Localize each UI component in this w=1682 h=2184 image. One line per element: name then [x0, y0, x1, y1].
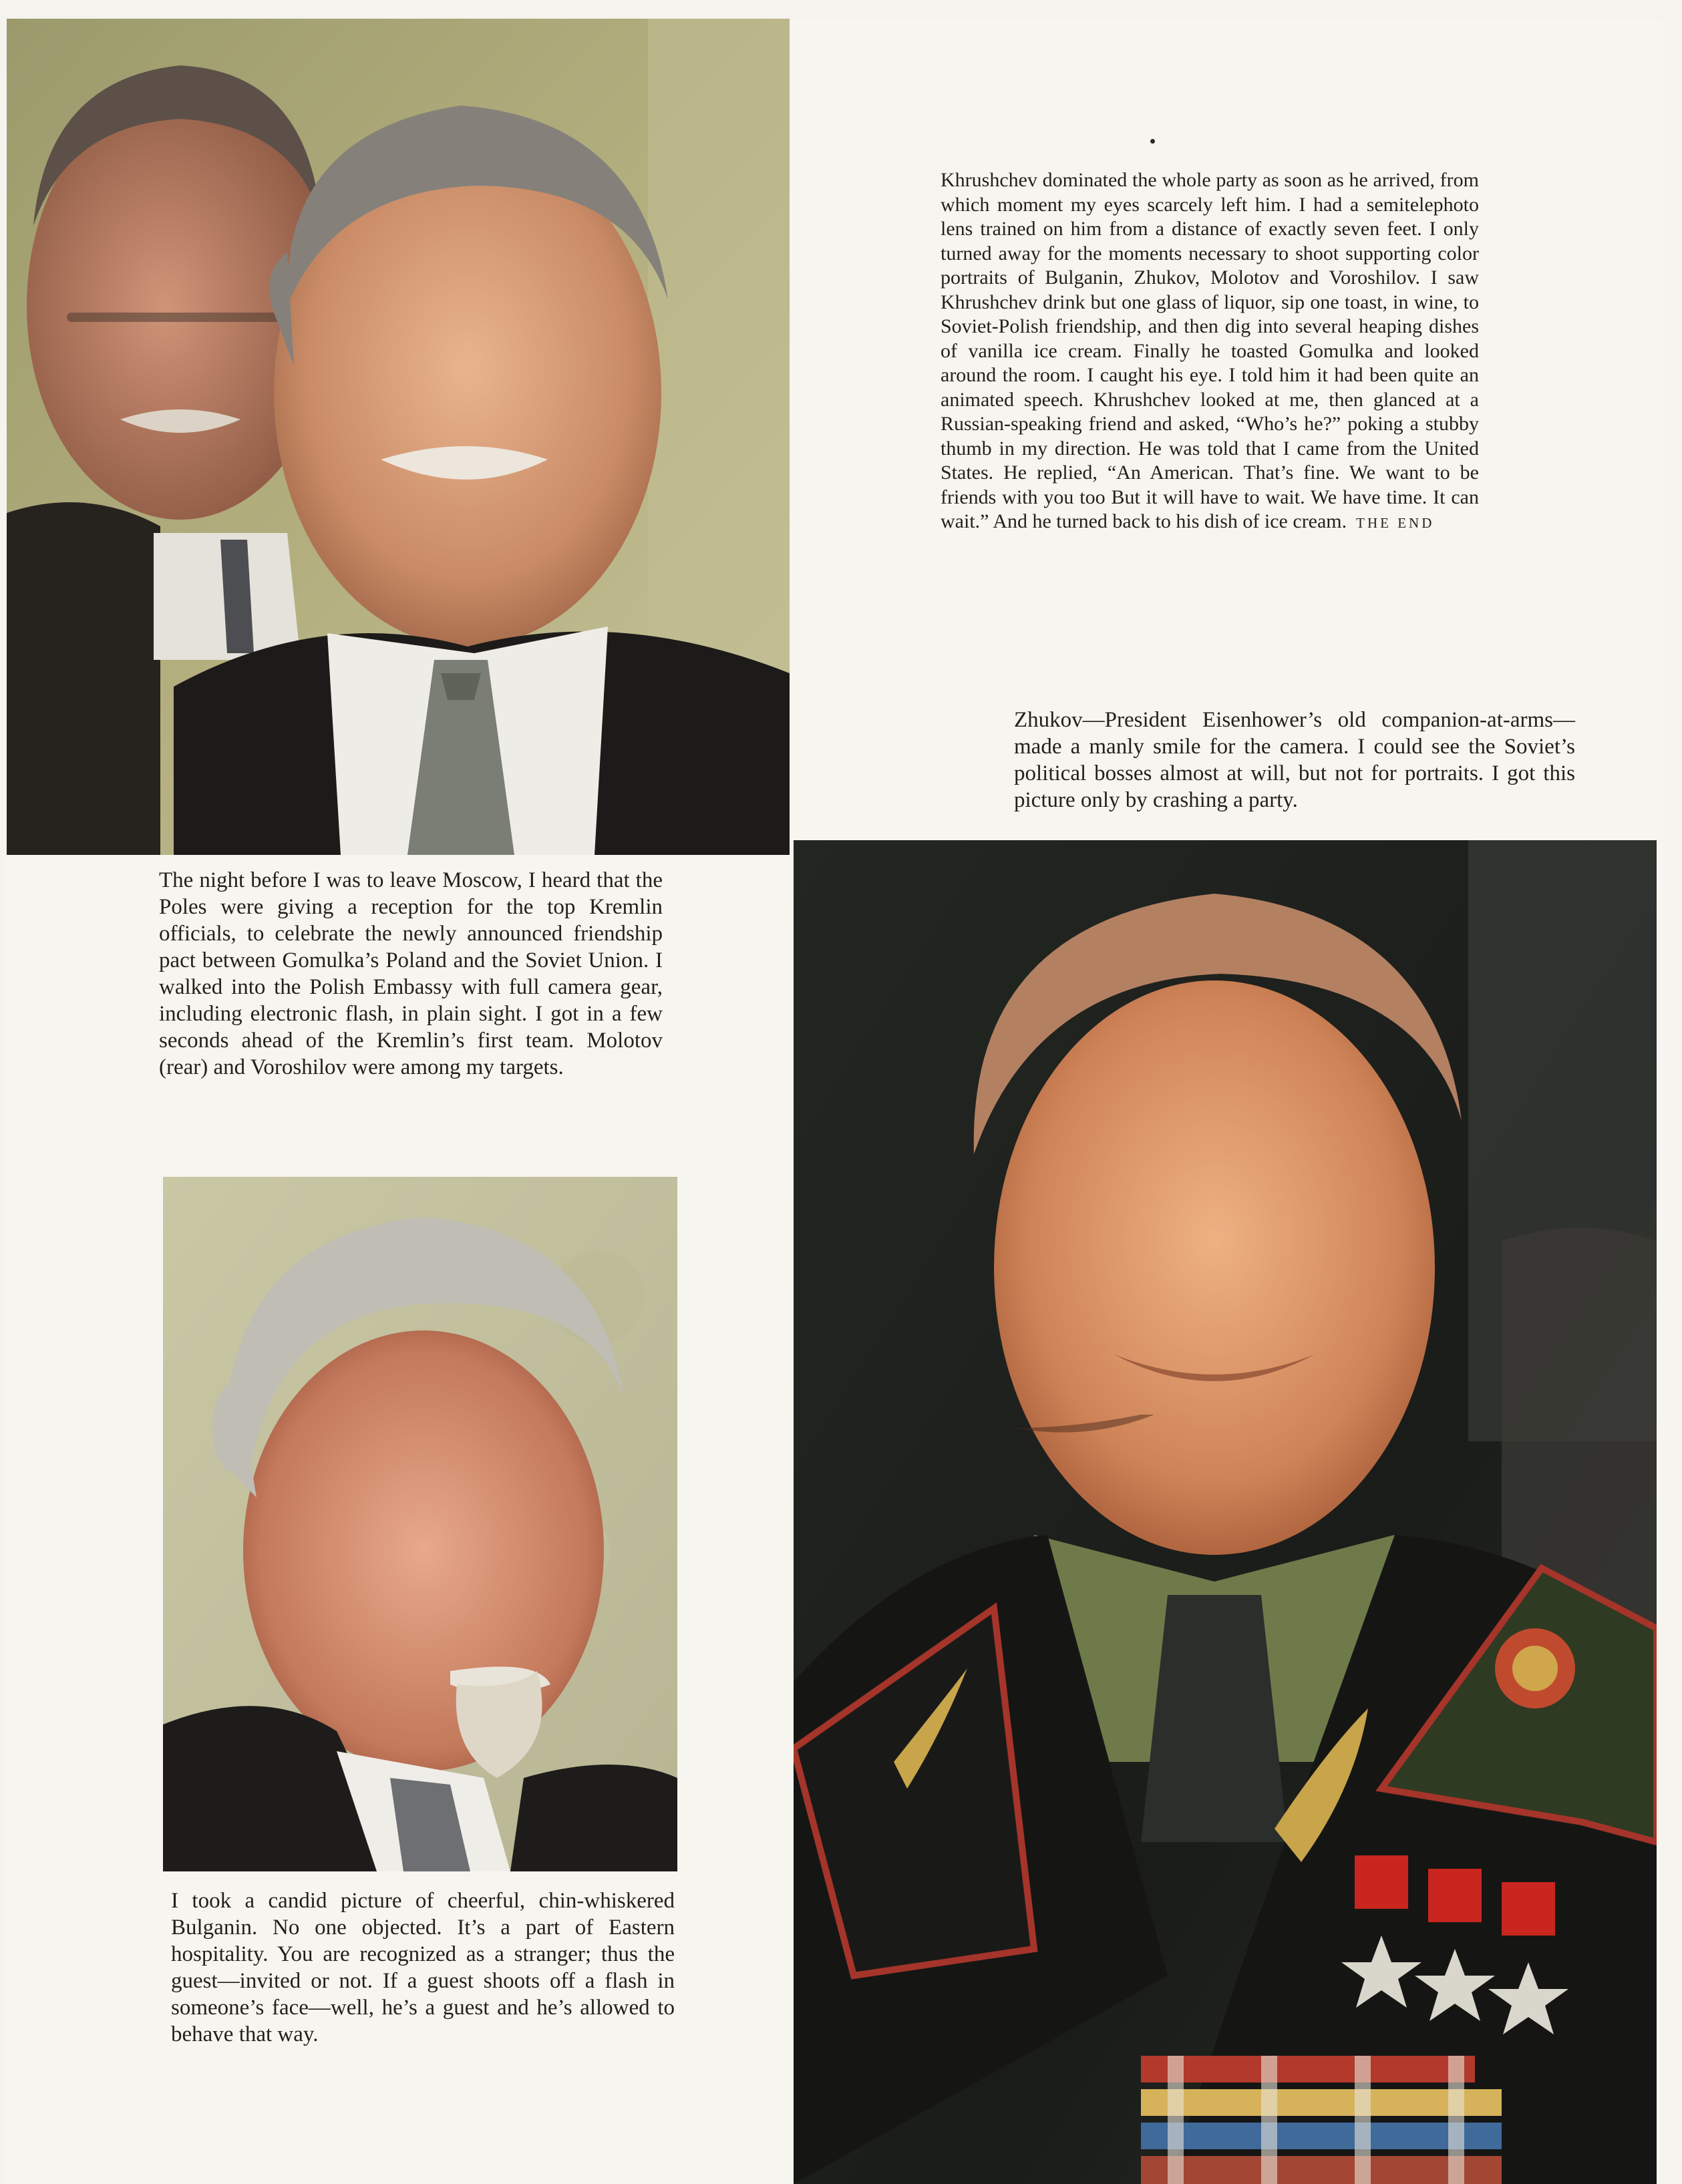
- photo-molotov-voroshilov: [7, 19, 790, 855]
- photo-molotov-voroshilov-image: [7, 19, 790, 855]
- photo-zhukov: [794, 840, 1657, 2184]
- molotov-voroshilov-caption: The night before I was to leave Moscow, I heard that the Poles were giving a reception for the top Kremlin officials, to celebrate the newly announced friendship pact between Gomulka’s Poland and the Soviet Union. I walked into the Polish Embassy with full camera gear, including electronic flash, in plain sight. I got in a few seconds ahead of the Kremlin’s first team. Molotov (rear) and Voroshilov were among my targets.: [159, 868, 663, 1079]
- photo-zhukov-image: [794, 840, 1657, 2184]
- zhukov-caption: Zhukov—President Eisenhower’s old companion-at-arms—made a manly smile for the camera. I could see the Soviet’s political bosses almost at will, but not for portraits. I got this picture only by crashing a party.: [1014, 708, 1575, 812]
- khrushchev-paragraph-text: Khrushchev dominated the whole party as soon as he arrived, from which moment my eyes scarcely left him. I had a semitelephoto lens trained on him from a distance of exactly seven feet. I only turned away for the moments necessary to shoot supporting color portraits of Bulganin, Zhukov, Molotov and Voroshilov. I saw Khrushchev drink but one glass of liquor, sip one toast, in wine, to Soviet-Polish friendship, and then dig into several heaping dishes of vanilla ice cream. Finally he toasted Gomulka and looked around the room. I caught his eye. I told him it had been quite an animated speech. Khrushchev looked at me, then glanced at a Russian-speaking friend and asked, “Who’s he?” poking a stubby thumb in my direction. He was told that I came from the United States. He replied, “An American. That’s fine. We want to be friends with you too But it will have to wait. We have time. It can wait.” And he turned back to his dish of ice cream.: [941, 169, 1479, 532]
- photo-bulganin: [163, 1177, 677, 1871]
- khrushchev-paragraph: [941, 168, 1479, 536]
- end-mark: THE END: [1356, 515, 1435, 531]
- page-mark-dot: [1150, 139, 1155, 144]
- photo-bulganin-image: [163, 1177, 677, 1871]
- bulganin-caption: I took a candid picture of cheerful, chin-whiskered Bulganin. No one objected. It’s a part of Eastern hospitality. You are recognized as a stranger; thus the guest—invited or not. If a guest shoots off a flash in someone’s face—well, he’s a guest and he’s allowed to behave that way.: [171, 1889, 675, 2046]
